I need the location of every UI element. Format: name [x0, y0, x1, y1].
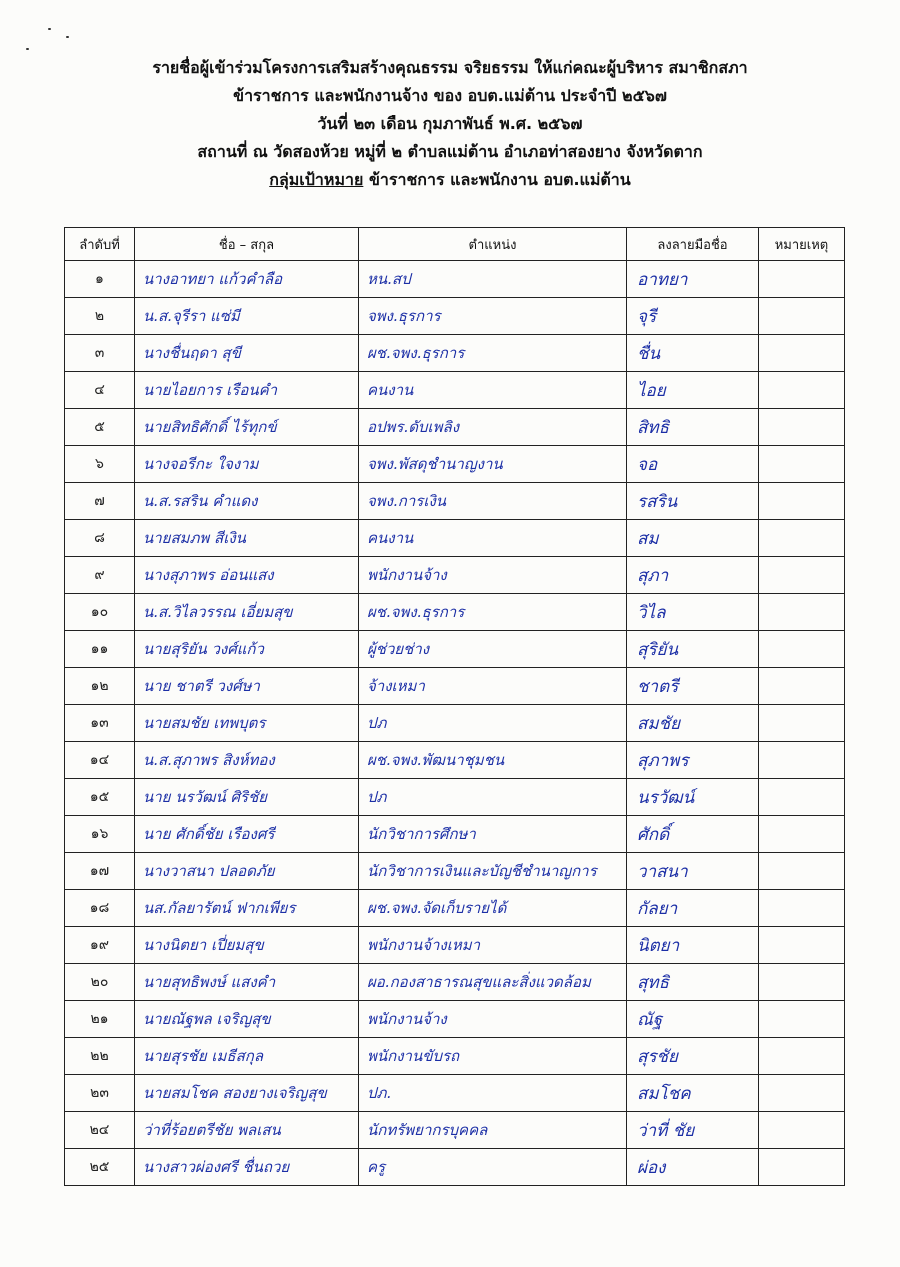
attendee-name: นาย นรวัฒน์ ศิริชัย: [135, 779, 359, 816]
attendee-note: [759, 335, 845, 372]
attendee-position: ผช.จพง.ธุรการ: [359, 335, 627, 372]
attendee-signature: สุภาพร: [627, 742, 759, 779]
attendee-note: [759, 927, 845, 964]
attendee-position: จพง.ธุรการ: [359, 298, 627, 335]
attendee-name: นางสุภาพร อ่อนแสง: [135, 557, 359, 594]
table-row: [65, 816, 845, 853]
attendee-position: พนักงานจ้างเหมา: [359, 927, 627, 964]
table-row: [65, 890, 845, 927]
attendee-signature: อาทยา: [627, 261, 759, 298]
attendee-position: ผช.จพง.พัฒนาชุมชน: [359, 742, 627, 779]
row-number: ๑๓: [65, 705, 135, 742]
header-title-line1: รายชื่อผู้เข้าร่วมโครงการเสริมสร้างคุณธรรม จริยธรรม ให้แก่คณะผู้บริหาร สมาชิกสภา: [152, 58, 748, 77]
row-number: ๓: [65, 335, 135, 372]
row-number: ๑๑: [65, 631, 135, 668]
attendee-name: นายสุริยัน วงศ์แก้ว: [135, 631, 359, 668]
table-row: [65, 261, 845, 298]
attendee-signature: ว่าที่ ชัย: [627, 1112, 759, 1149]
target-group-label: กลุ่มเป้าหมาย: [269, 170, 364, 189]
attendee-position: คนงาน: [359, 520, 627, 557]
attendee-note: [759, 594, 845, 631]
attendee-position: นักทรัพยากรบุคคล: [359, 1112, 627, 1149]
table-row: [65, 372, 845, 409]
attendee-note: [759, 1038, 845, 1075]
row-number: ๑๔: [65, 742, 135, 779]
attendee-position: นักวิชาการเงินและบัญชีชำนาญการ: [359, 853, 627, 890]
attendee-note: [759, 964, 845, 1001]
attendee-name: นายสมภพ สีเงิน: [135, 520, 359, 557]
attendee-signature: สุทธิ: [627, 964, 759, 1001]
table-row: [65, 1112, 845, 1149]
attendee-name: นางนิตยา เปี่ยมสุข: [135, 927, 359, 964]
attendee-signature: วาสนา: [627, 853, 759, 890]
table-row: [65, 853, 845, 890]
scan-speck: [66, 36, 69, 38]
attendee-name: นายณัฐพล เจริญสุข: [135, 1001, 359, 1038]
table-row: [65, 446, 845, 483]
table-row: [65, 409, 845, 446]
attendee-name: นางชื่นฤดา สุขี: [135, 335, 359, 372]
attendee-signature: นิตยา: [627, 927, 759, 964]
attendee-name: นายสุรชัย เมธีสกุล: [135, 1038, 359, 1075]
attendee-name: นาย ชาตรี วงศ์ษา: [135, 668, 359, 705]
row-number: ๑๙: [65, 927, 135, 964]
attendee-signature: วิไล: [627, 594, 759, 631]
row-number: ๒๕: [65, 1149, 135, 1186]
attendee-note: [759, 890, 845, 927]
table-row: [65, 520, 845, 557]
attendee-signature: สมชัย: [627, 705, 759, 742]
attendee-signature: สุริยัน: [627, 631, 759, 668]
table-row: [65, 1038, 845, 1075]
attendee-name: ว่าที่ร้อยตรีชัย พลเสน: [135, 1112, 359, 1149]
attendee-name: นางวาสนา ปลอดภัย: [135, 853, 359, 890]
table-row: [65, 964, 845, 1001]
column-header-position: ตำแหน่ง: [359, 228, 627, 261]
attendee-position: ผู้ช่วยช่าง: [359, 631, 627, 668]
attendee-note: [759, 668, 845, 705]
header-title-line2: ข้าราชการ และพนักงานจ้าง ของ อบต.แม่ต้าน ประจำปี ๒๕๖๗: [233, 86, 667, 105]
attendee-note: [759, 446, 845, 483]
attendee-signature: ไอย: [627, 372, 759, 409]
header-location-line: สถานที่ ณ วัดสองห้วย หมู่ที่ ๒ ตำบลแม่ต้าน อำเภอท่าสองยาง จังหวัดตาก: [197, 142, 703, 161]
attendee-signature: สิทธิ: [627, 409, 759, 446]
attendee-signature: สม: [627, 520, 759, 557]
attendee-name: นาย ศักดิ์ชัย เรืองศรี: [135, 816, 359, 853]
attendee-name: นายสิทธิศักดิ์ ไร้ทุกข์: [135, 409, 359, 446]
attendee-position: ผช.จพง.จัดเก็บรายได้: [359, 890, 627, 927]
attendee-name: นายสมชัย เทพบุตร: [135, 705, 359, 742]
attendee-position: คนงาน: [359, 372, 627, 409]
table-row: [65, 779, 845, 816]
row-number: ๒๔: [65, 1112, 135, 1149]
table-row: [65, 1149, 845, 1186]
attendee-signature: สมโชค: [627, 1075, 759, 1112]
table-row: [65, 705, 845, 742]
attendee-note: [759, 853, 845, 890]
column-header-note: หมายเหตุ: [759, 228, 845, 261]
attendee-position: ผช.จพง.ธุรการ: [359, 594, 627, 631]
header-date-line: วันที่ ๒๓ เดือน กุมภาพันธ์ พ.ศ. ๒๕๖๗: [317, 114, 583, 133]
target-group-value: ข้าราชการ และพนักงาน อบต.แม่ต้าน: [368, 170, 631, 189]
attendee-signature: จอ: [627, 446, 759, 483]
attendee-signature: ณัฐ: [627, 1001, 759, 1038]
table-row: [65, 557, 845, 594]
header-target-line: [0, 166, 900, 194]
table-row: [65, 1001, 845, 1038]
attendee-name: นางจอรีกะ ใจงาม: [135, 446, 359, 483]
attendee-name: นายสุทธิพงษ์ แสงคำ: [135, 964, 359, 1001]
row-number: ๑๘: [65, 890, 135, 927]
attendee-position: หน.สป: [359, 261, 627, 298]
table-row: [65, 335, 845, 372]
attendee-signature: กัลยา: [627, 890, 759, 927]
table-row: [65, 483, 845, 520]
attendee-signature: ชาตรี: [627, 668, 759, 705]
row-number: ๒: [65, 298, 135, 335]
attendee-signature: ศักดิ์: [627, 816, 759, 853]
row-number: ๑๐: [65, 594, 135, 631]
attendee-name: นางอาทยา แก้วคำลือ: [135, 261, 359, 298]
row-number: ๑๒: [65, 668, 135, 705]
attendee-note: [759, 261, 845, 298]
attendee-note: [759, 483, 845, 520]
attendee-position: อปพร.ดับเพลิง: [359, 409, 627, 446]
table-row: [65, 298, 845, 335]
table-row: [65, 631, 845, 668]
table-body: [65, 261, 845, 1186]
row-number: ๑๗: [65, 853, 135, 890]
table-header-row: [65, 228, 845, 261]
attendee-signature: จุรี: [627, 298, 759, 335]
attendee-signature: รสริน: [627, 483, 759, 520]
attendee-position: ครู: [359, 1149, 627, 1186]
row-number: ๑: [65, 261, 135, 298]
attendee-position: ปภ: [359, 779, 627, 816]
column-header-name: ชื่อ – สกุล: [135, 228, 359, 261]
row-number: ๘: [65, 520, 135, 557]
attendee-note: [759, 705, 845, 742]
attendee-note: [759, 557, 845, 594]
column-header-number: ลำดับที่: [65, 228, 135, 261]
attendee-note: [759, 1112, 845, 1149]
attendee-position: นักวิชาการศึกษา: [359, 816, 627, 853]
attendee-signature: สุภา: [627, 557, 759, 594]
row-number: ๑๖: [65, 816, 135, 853]
row-number: ๔: [65, 372, 135, 409]
row-number: ๒๐: [65, 964, 135, 1001]
attendee-note: [759, 372, 845, 409]
attendee-note: [759, 742, 845, 779]
attendee-position: ผอ.กองสาธารณสุขและสิ่งแวดล้อม: [359, 964, 627, 1001]
attendee-signature: สุรชัย: [627, 1038, 759, 1075]
attendee-name: นายไอยการ เรือนคำ: [135, 372, 359, 409]
row-number: ๖: [65, 446, 135, 483]
attendee-name: น.ส.สุภาพร สิงห์ทอง: [135, 742, 359, 779]
table-row: [65, 927, 845, 964]
attendee-name: น.ส.รสริน คำแดง: [135, 483, 359, 520]
row-number: ๕: [65, 409, 135, 446]
scan-speck: [26, 48, 29, 50]
attendee-position: พนักงานจ้าง: [359, 1001, 627, 1038]
attendee-note: [759, 409, 845, 446]
attendee-position: ปภ: [359, 705, 627, 742]
table-row: [65, 1075, 845, 1112]
attendee-note: [759, 816, 845, 853]
attendee-signature: ผ่อง: [627, 1149, 759, 1186]
table-row: [65, 742, 845, 779]
attendee-name: น.ส.จุรีรา แซ่มี: [135, 298, 359, 335]
column-header-signature: ลงลายมือชื่อ: [627, 228, 759, 261]
table-row: [65, 668, 845, 705]
attendee-name: นส.กัลยารัตน์ ฟากเพียร: [135, 890, 359, 927]
attendance-table: [64, 227, 845, 1186]
attendee-note: [759, 520, 845, 557]
document-header: [0, 54, 900, 194]
attendee-position: ปภ.: [359, 1075, 627, 1112]
attendee-name: น.ส.วิไลวรรณ เอี่ยมสุข: [135, 594, 359, 631]
attendee-note: [759, 1001, 845, 1038]
row-number: ๒๒: [65, 1038, 135, 1075]
attendance-table-container: [64, 227, 844, 1186]
row-number: ๗: [65, 483, 135, 520]
attendee-note: [759, 298, 845, 335]
attendee-note: [759, 779, 845, 816]
attendee-signature: ชื่น: [627, 335, 759, 372]
attendee-position: จ้างเหมา: [359, 668, 627, 705]
attendee-note: [759, 1149, 845, 1186]
row-number: ๙: [65, 557, 135, 594]
attendee-position: จพง.การเงิน: [359, 483, 627, 520]
attendee-signature: นรวัฒน์: [627, 779, 759, 816]
attendee-note: [759, 631, 845, 668]
row-number: ๒๓: [65, 1075, 135, 1112]
scan-speck: [48, 28, 51, 30]
attendee-position: พนักงานจ้าง: [359, 557, 627, 594]
attendee-name: นางสาวผ่องศรี ชื่นถวย: [135, 1149, 359, 1186]
row-number: ๒๑: [65, 1001, 135, 1038]
attendee-position: จพง.พัสดุชำนาญงาน: [359, 446, 627, 483]
attendee-position: พนักงานขับรถ: [359, 1038, 627, 1075]
table-row: [65, 594, 845, 631]
row-number: ๑๕: [65, 779, 135, 816]
attendee-note: [759, 1075, 845, 1112]
attendee-name: นายสมโชค สองยางเจริญสุข: [135, 1075, 359, 1112]
